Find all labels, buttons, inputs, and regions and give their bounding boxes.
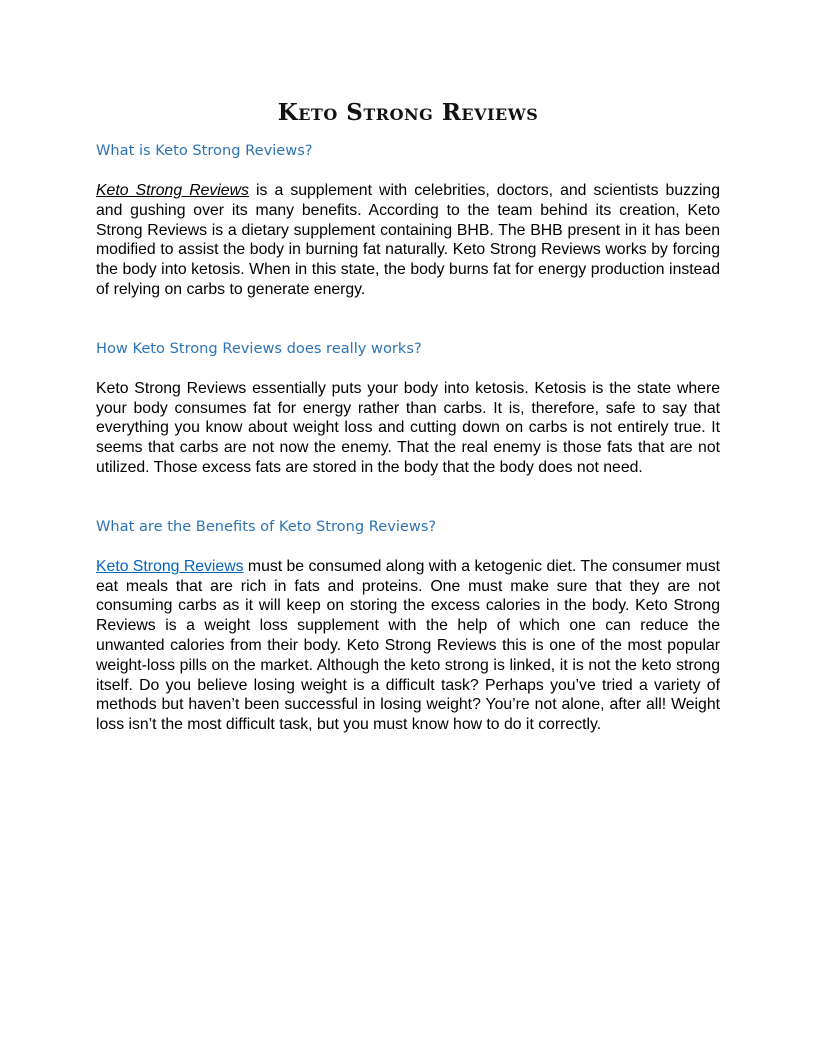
product-link[interactable]: Keto Strong Reviews xyxy=(96,557,244,575)
document-page xyxy=(96,96,720,735)
section-paragraph xyxy=(96,181,720,300)
section-heading: What is Keto Strong Reviews? xyxy=(96,142,313,159)
section-how-it-works xyxy=(96,337,720,478)
section-paragraph xyxy=(96,557,720,735)
section-paragraph: Keto Strong Reviews essentially puts your body into ketosis. Ketosis is the state where your body consumes fat for energy rather than carbs. It is, therefore, safe to say that everything you know about weight loss and cutting down on carbs is not entirely true. It seems that carbs are not now the enemy. That the real enemy is those fats that are not utilized. Those excess fats are stored in the body that the body does not need. xyxy=(96,379,720,476)
section-heading: What are the Benefits of Keto Strong Reviews? xyxy=(96,517,437,535)
paragraph-text: must be consumed along with a ketogenic diet. The consumer must eat meals that are rich in fats and proteins. One must make sure that they are not consuming carbs as it will keep on storing the excess calories in the body. Keto Strong Reviews is a weight loss supplement with the help of which one can reduce the unwanted calories from their body. Keto Strong Reviews this is one of the most popular weight-loss pills on the market. Although the keto strong is linked, it is not the keto strong itself. Do you believe losing weight is a difficult task? Perhaps you’ve tried a variety of methods but haven’t been successful in losing weight? You’re not alone, after all! Weight loss isn’t the most difficult task, but you must know how to do it correctly. xyxy=(96,557,721,734)
paragraph-text: is a supplement with celebrities, doctors, and scientists buzzing and gushing over its many benefits. According to the team behind its creation, Keto Strong Reviews is a dietary supplement containing BHB. The BHB present in it has been modified to assist the body in burning fat naturally. Keto Strong Reviews works by forcing the body into ketosis. When in this state, the body burns fat for energy production instead of relying on carbs to generate energy. xyxy=(96,182,720,298)
section-what-is xyxy=(96,139,720,300)
section-heading: How Keto Strong Reviews does really works? xyxy=(96,339,422,357)
section-benefits xyxy=(96,515,720,735)
document-title: Keto Strong Reviews xyxy=(277,99,539,126)
emphasized-product-name: Keto Strong Reviews xyxy=(96,182,249,199)
